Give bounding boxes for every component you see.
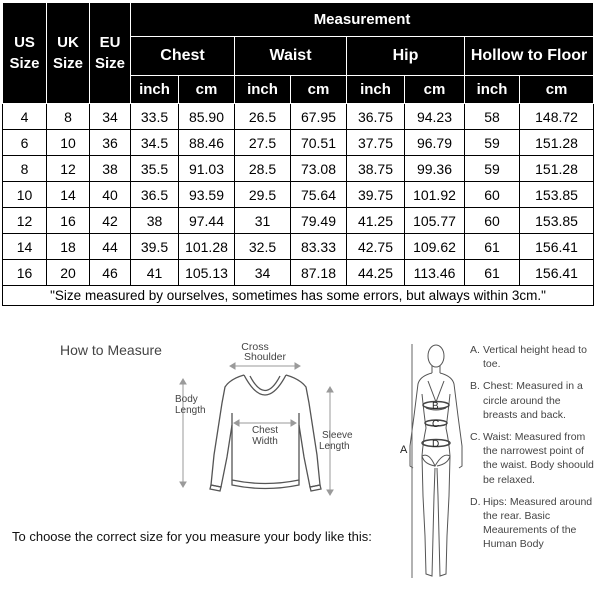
size-chart-table [2,2,594,306]
table-cell: 40 [90,182,131,208]
marker-d: D [432,439,440,450]
note-c [470,430,594,487]
table-cell: 31 [235,208,291,234]
waist-header: Waist [235,37,347,76]
table-cell: 4 [3,104,47,130]
how-to-measure-title: How to Measure [60,342,162,358]
table-cell: 151.28 [520,130,594,156]
table-cell: 97.44 [179,208,235,234]
table-cell: 79.49 [291,208,347,234]
table-cell: 36 [90,130,131,156]
unit-header-inch: inch [347,76,405,104]
hip-header: Hip [347,37,465,76]
note-d-text: Hips: Measured around the rear. Basic Meaurements of the Human Body [483,495,593,551]
table-cell: 18 [47,234,90,260]
table-cell: 44 [90,234,131,260]
table-cell: 10 [47,130,90,156]
table-cell: 39.75 [347,182,405,208]
table-cell: 35.5 [131,156,179,182]
table-cell: 16 [47,208,90,234]
table-row [3,234,594,260]
table-cell: 34 [90,104,131,130]
table-cell: 87.18 [291,260,347,286]
table-cell: 42.75 [347,234,405,260]
hollow-to-floor-header: Hollow to Floor [465,37,594,76]
table-cell: 14 [3,234,47,260]
table-row [3,104,594,130]
table-cell: 113.46 [405,260,465,286]
table-cell: 38.75 [347,156,405,182]
table-row [3,208,594,234]
measure-instruction: To choose the correct size for you measure your body like this: [12,529,372,544]
table-cell: 93.59 [179,182,235,208]
table-cell: 96.79 [405,130,465,156]
table-cell: 73.08 [291,156,347,182]
table-cell: 16 [3,260,47,286]
table-cell: 39.5 [131,234,179,260]
table-cell: 153.85 [520,208,594,234]
table-cell: 59 [465,156,520,182]
table-cell: 61 [465,234,520,260]
table-cell: 41.25 [347,208,405,234]
table-cell: 59 [465,130,520,156]
table-cell: 12 [3,208,47,234]
table-row [3,260,594,286]
table-cell: 44.25 [347,260,405,286]
table-cell: 153.85 [520,182,594,208]
unit-header-cm: cm [291,76,347,104]
body-measure-figure [398,336,473,586]
table-cell: 148.72 [520,104,594,130]
note-a [470,343,594,371]
table-cell: 34 [235,260,291,286]
us-size-header: US Size [3,3,47,104]
chest-width-label-2: Width [252,436,278,447]
table-cell: 85.90 [179,104,235,130]
table-cell: 94.23 [405,104,465,130]
unit-header-inch: inch [131,76,179,104]
note-a-text: Vertical height head to toe. [483,344,587,371]
note-c-letter: C. [470,431,481,444]
sleeve-length-label-2: Length [319,441,350,452]
table-cell: 88.46 [179,130,235,156]
note-b-text: Chest: Measured in a circle around the breasts and back. [483,380,583,421]
table-cell: 156.41 [520,260,594,286]
table-cell: 38 [90,156,131,182]
table-cell: 34.5 [131,130,179,156]
table-cell: 75.64 [291,182,347,208]
note-d-letter: D. [470,495,481,508]
table-cell: 156.41 [520,234,594,260]
note-d [470,495,594,552]
table-cell: 101.92 [405,182,465,208]
table-cell: 8 [47,104,90,130]
uk-size-header: UK Size [47,3,90,104]
marker-b: B [432,401,439,412]
table-cell: 33.5 [131,104,179,130]
table-cell: 105.77 [405,208,465,234]
eu-size-header: EU Size [90,3,131,104]
body-length-label-2: Length [175,405,206,416]
table-cell: 109.62 [405,234,465,260]
table-cell: 32.5 [235,234,291,260]
chest-width-label-1: Chest [251,425,279,436]
table-cell: 8 [3,156,47,182]
table-cell: 28.5 [235,156,291,182]
cross-shoulder-label-2: Shoulder [243,351,287,363]
cross-shoulder-label-1: Cross [241,341,269,353]
table-cell: 99.36 [405,156,465,182]
table-cell: 61 [465,260,520,286]
table-cell: 60 [465,182,520,208]
garment-measure-diagram [170,335,370,515]
table-cell: 101.28 [179,234,235,260]
marker-a: A [400,444,408,456]
measurement-note: "Size measured by ourselves, sometimes has some errors, but always within 3cm." [3,286,594,306]
table-cell: 37.75 [347,130,405,156]
body-measure-notes [470,343,594,560]
table-cell: 20 [47,260,90,286]
measurement-header: Measurement [131,3,594,37]
table-row [3,156,594,182]
sleeve-length-label-1: Sleeve [322,430,353,441]
table-cell: 70.51 [291,130,347,156]
unit-header-cm: cm [520,76,594,104]
table-cell: 83.33 [291,234,347,260]
note-a-letter: A. [470,344,480,356]
note-b-letter: B. [470,380,480,393]
table-cell: 38 [131,208,179,234]
table-row [3,130,594,156]
table-cell: 46 [90,260,131,286]
note-c-text: Waist: Measured from the narrowest point of the waist. Body shoould be relaxed. [483,431,594,486]
note-b [470,379,594,422]
table-cell: 41 [131,260,179,286]
table-cell: 58 [465,104,520,130]
chest-header: Chest [131,37,235,76]
table-cell: 29.5 [235,182,291,208]
body-length-label-1: Body [175,394,198,405]
unit-header-cm: cm [179,76,235,104]
table-cell: 36.75 [347,104,405,130]
unit-header-inch: inch [465,76,520,104]
table-row [3,182,594,208]
unit-header-cm: cm [405,76,465,104]
table-cell: 26.5 [235,104,291,130]
table-cell: 6 [3,130,47,156]
table-cell: 60 [465,208,520,234]
unit-header-inch: inch [235,76,291,104]
table-cell: 91.03 [179,156,235,182]
table-cell: 42 [90,208,131,234]
table-cell: 10 [3,182,47,208]
table-cell: 27.5 [235,130,291,156]
table-cell: 105.13 [179,260,235,286]
table-cell: 151.28 [520,156,594,182]
table-cell: 36.5 [131,182,179,208]
table-cell: 67.95 [291,104,347,130]
table-cell: 12 [47,156,90,182]
table-cell: 14 [47,182,90,208]
marker-c: C [432,419,440,430]
